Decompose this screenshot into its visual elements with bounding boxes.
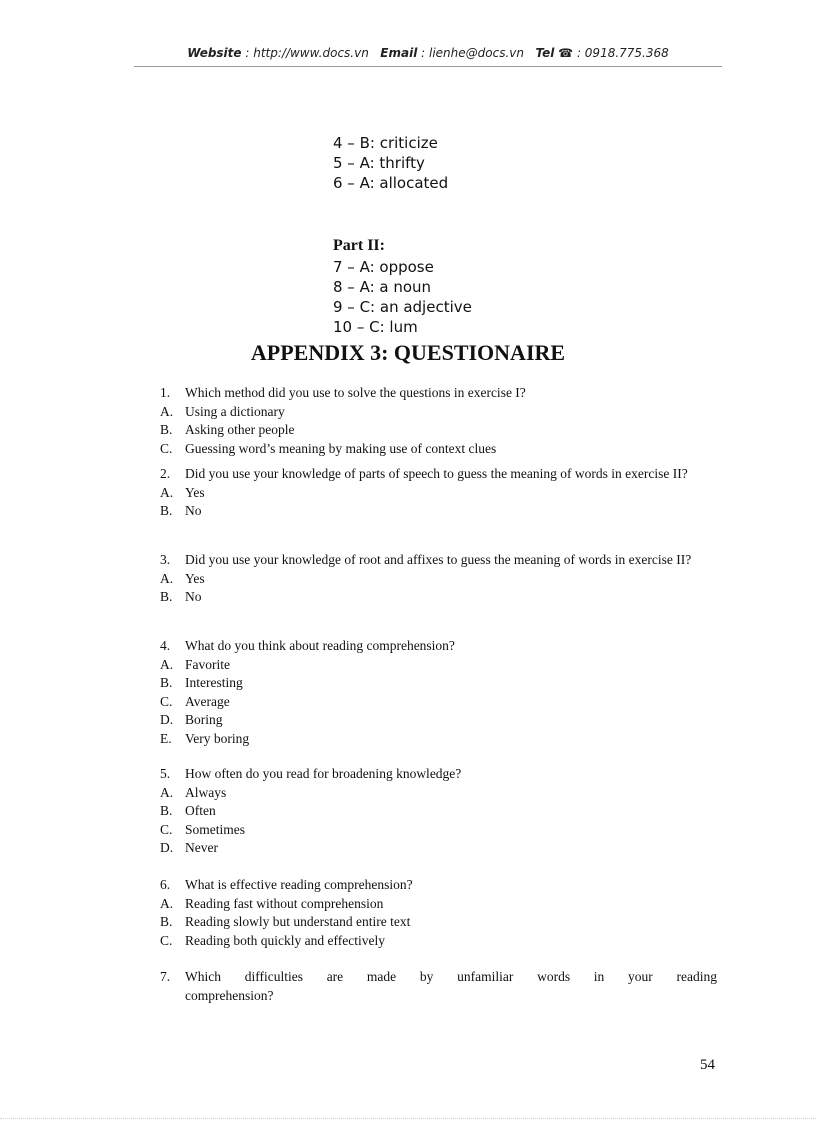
option-text: Average — [185, 693, 230, 709]
question-text: Did you use your knowledge of parts of speech to guess the meaning of words in exercise II? — [185, 466, 688, 481]
answer-line: 6 – A: allocated — [333, 174, 449, 192]
page-number: 54 — [700, 1057, 715, 1073]
option-text: Interesting — [185, 675, 243, 690]
option-text: Yes — [185, 484, 205, 500]
appendix-title: APPENDIX 3: QUESTIONAIRE — [250, 340, 566, 365]
option-text: Reading fast without comprehension — [185, 895, 384, 911]
option-text: Yes — [185, 570, 205, 586]
question-7 — [160, 968, 717, 1005]
option-letter: B. — [160, 914, 173, 929]
option-letter: C. — [160, 932, 173, 948]
option-letter: E. — [160, 730, 172, 746]
option-letter: A. — [160, 656, 174, 672]
option-text: Very boring — [185, 730, 250, 746]
question-number: 3. — [160, 552, 171, 567]
option-text: Boring — [185, 712, 223, 727]
option-letter: C. — [160, 693, 173, 709]
question-4 — [160, 637, 717, 748]
answer-line: 5 – A: thrifty — [333, 154, 425, 172]
option-letter: D. — [160, 712, 174, 727]
option-text: Favorite — [185, 656, 230, 672]
option-text: Sometimes — [185, 821, 245, 837]
option-letter: B. — [160, 803, 173, 818]
option-text: Reading slowly but understand entire text — [185, 914, 411, 929]
answer-line: 10 – C: lum — [333, 318, 418, 336]
answer-line: 4 – B: criticize — [333, 134, 438, 152]
part2-title: Part II: — [333, 237, 385, 254]
email-value: : lienhe@docs.vn — [421, 46, 524, 60]
question-number: 4. — [160, 638, 171, 653]
option-text: No — [185, 589, 202, 604]
option-letter: A. — [160, 895, 174, 911]
question-text: Which difficulties are made by unfamiliar words in your reading comprehension? — [185, 969, 717, 1003]
question-number: 6. — [160, 877, 171, 892]
answers-part1 — [333, 133, 448, 193]
option-text: Never — [185, 840, 218, 855]
option-text: Guessing word’s meaning by making use of context clues — [185, 440, 497, 456]
option-letter: A. — [160, 784, 174, 800]
question-text: Did you use your knowledge of root and affixes to guess the meaning of words in exercise II? — [185, 552, 692, 567]
email-label: Email — [380, 46, 418, 60]
option-text: Using a dictionary — [185, 403, 285, 419]
option-letter: D. — [160, 840, 174, 855]
question-number: 1. — [160, 385, 171, 400]
question-number: 2. — [160, 466, 171, 481]
question-number: 7. — [160, 969, 171, 984]
answer-line: 8 – A: a noun — [333, 278, 432, 296]
option-letter: C. — [160, 440, 173, 456]
question-text: How often do you read for broadening knowledge? — [185, 766, 462, 781]
question-text: What is effective reading comprehension? — [185, 877, 413, 892]
question-text: What do you think about reading comprehension? — [185, 638, 455, 653]
answer-line: 7 – A: oppose — [333, 258, 434, 276]
option-letter: A. — [160, 484, 174, 500]
option-letter: C. — [160, 821, 173, 837]
page-header — [134, 46, 722, 60]
page-bottom-border — [0, 1118, 816, 1119]
website-label: Website — [187, 46, 242, 60]
tel-value: : 0918.775.368 — [576, 46, 669, 60]
option-text: Always — [185, 784, 227, 800]
option-letter: A. — [160, 570, 174, 586]
option-text: Often — [185, 803, 216, 818]
option-letter: B. — [160, 422, 173, 437]
option-letter: B. — [160, 589, 173, 604]
question-number: 5. — [160, 766, 171, 781]
question-2 — [160, 465, 717, 521]
question-1 — [160, 384, 717, 458]
option-text: No — [185, 503, 202, 518]
answer-line: 9 – C: an adjective — [333, 298, 472, 316]
option-letter: B. — [160, 503, 173, 518]
question-3 — [160, 551, 717, 607]
option-letter: A. — [160, 403, 174, 419]
question-5 — [160, 765, 717, 858]
answers-part2 — [333, 235, 472, 337]
option-letter: B. — [160, 675, 173, 690]
option-text: Asking other people — [185, 422, 295, 437]
header-divider — [134, 66, 722, 67]
phone-icon: ☎ — [558, 46, 574, 60]
tel-label: Tel — [535, 46, 555, 60]
question-text: Which method did you use to solve the questions in exercise I? — [185, 385, 526, 400]
question-6 — [160, 876, 717, 950]
option-text: Reading both quickly and effectively — [185, 932, 385, 948]
website-value: : http://www.docs.vn — [245, 46, 369, 60]
